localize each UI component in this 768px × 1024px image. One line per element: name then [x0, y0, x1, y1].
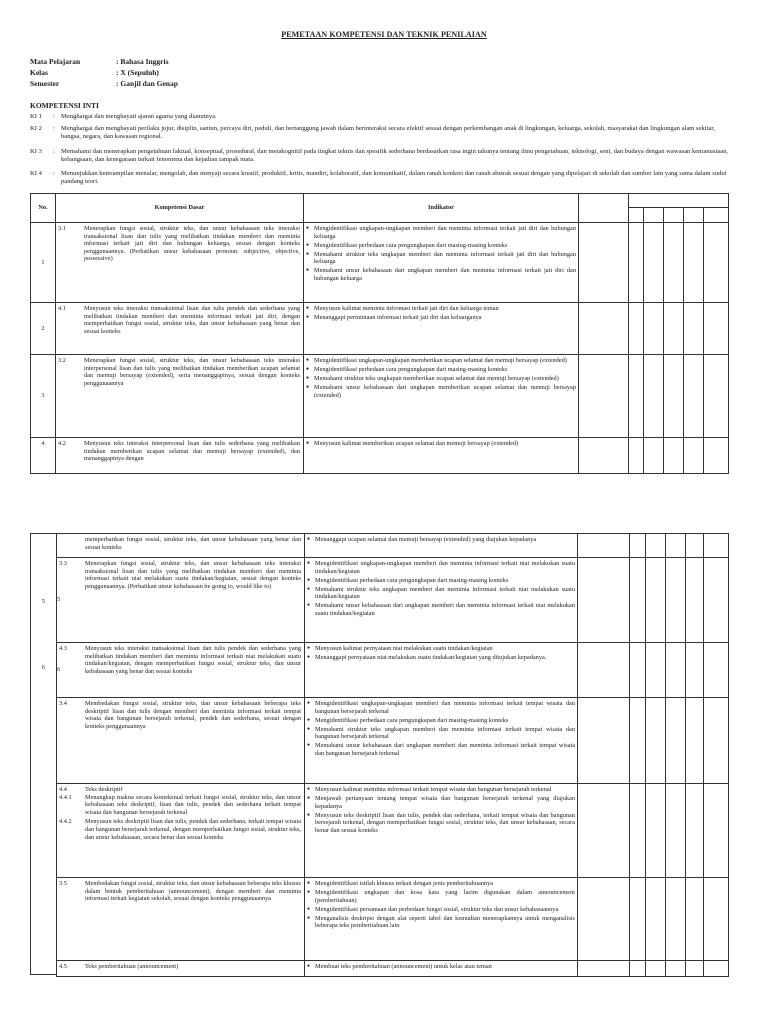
assessment-cell [646, 878, 666, 961]
assessment-cell [664, 223, 684, 303]
assessment-cell [704, 643, 729, 698]
header-perf [644, 208, 664, 223]
ki-4: KI 4 : Menunjukkan keterampilan menalar, mengolah, dan menyaji secara kreatif, produktif, kritis, mandiri, kolaboratif, dan komunikatif, dalam ranah konkret dan ranah abstrak sesuai dengan yang dipelajari di sekolah dan sumber lain yang sama dalam sudut pandang teori. [30, 170, 730, 190]
indicator-item: ● Mengidentifikasi ungkapan-ungkapan memberi dan meminta informasi terkait tempat wisata dan bangunan bersejarah terkenal [315, 700, 575, 715]
indicator-item: ● Memahami unsur kebahasaan dari ungkapan memberikan ucapan selamat dan memuji bersayap (extended) [314, 384, 576, 399]
assessment-cell [684, 303, 704, 355]
kriteria-cell [578, 698, 630, 784]
ki-text: Menunjukkan keterampilan menalar, mengolah, dan menyaji secara kreatif, produktif, kritis, mandiri, kolaboratif, dan komunikatif, dalam ranah konkret dan ranah abstrak sesuai dengan yang dipelajari di sekolah dan sumber lain yang sama dalam sudut pandang teori. [61, 170, 727, 186]
kd-cell [57, 534, 305, 558]
indicator-item: ● Menganalisis deskripsi dengan alat seperti tabel dan kemudian menerapkannya untuk menganalisis beberapa teks pemberitahuan lain [315, 915, 575, 930]
meta-value: : Bahasa Inggris [116, 57, 169, 66]
indicator-item: ● Memahami unsur kebahasaan dari ungkapan memberi dan meminta informasi terkait jati diri dan hubungan keluarga [314, 267, 576, 282]
indicator-cell [305, 643, 578, 698]
table-row [31, 223, 729, 303]
assessment-cell [684, 438, 704, 474]
kd-text: memperhatikan fungsi sosial, struktur teks, dan unsur kebahasaan yang benar dan sesuai konteks [85, 536, 301, 551]
indicator-item: ● Mengidentifikasi persamaan dan perbedaan fungsi sosial, struktur teks dan unsur kebahasaannya [315, 906, 575, 914]
row-number: 2 [31, 303, 56, 355]
kd-text: Menyusun teks interaksi transaksional lisan dan tulis pendek dan sederhana yang melibatkan tindakan memberi dan meminta informasi terkait jati diri, dengan memperhatikan fungsi sosial, struktur teks, dan unsur kebahasaan yang benar dan sesuai konteks [84, 305, 300, 335]
assessment-cell [666, 558, 686, 643]
table-row [31, 303, 729, 355]
assessment-cell [704, 223, 729, 303]
assessment-cell [644, 355, 664, 438]
kd-text: Menyusun teks interaksi transaksional lisan dan tulis pendek dan sederhana yang melibatkan tindakan memberi dan meminta informasi terkait niat melakukan suatu tindakan/kegiatan, dengan memperhatikan fungsi sosial, struktur teks, dan unsur kebahasaan yang benar dan sesuai konteks [85, 645, 301, 675]
kd-number: 3.1 [58, 225, 66, 232]
assessment-cell [630, 698, 646, 784]
ki-code: KI 1 [30, 113, 42, 120]
kd-text: Menangkap makna secara kontekstual terkait fungsi sosial, struktur teks, dan unsur kebahasaan teks deskriptif, lisan dan tulis, pendek dan sederhana terkait tempat wisata dan bangunan bersejarah terkenal [85, 793, 301, 816]
ki-code: KI 4 [30, 170, 42, 177]
header-port [704, 208, 729, 223]
assessment-cell [704, 534, 729, 558]
kd-text: Menerapkan fungsi sosial, struktur teks, dan unsur kebahasaan teks interaksi transaksional lisan dan tulis yang melibatkan tindakan memberi dan meminta informasi terkait niat melakukan suatu tindakan/kegiatan, sesuai dengan konteks penggunaannya. (Perhatikan unsur kebahasaan be going to, would like to) [85, 560, 301, 590]
indicator-item: ● Membuat teks pemberitahuan (announcement) untuk kelas atau teman [315, 963, 575, 971]
assessment-cell [630, 784, 646, 878]
ki-text: Menghargai dan menghayati ajaran agama yang dianutnya. [61, 113, 217, 120]
kd-text: Menerapkan fungsi sosial, struktur teks, dan unsur kebahasaan teks interaksi transaksional lisan dan tulis yang melibatkan tindakan memberi dan meminta informasi terkait jati diri dan hubungan keluarga, sesuai dengan konteks penggunaannya. (Perhatikan unsur kebahasaan pronoun: subjective, objective, possessive) [84, 225, 300, 263]
assessment-cell [684, 355, 704, 438]
kriteria-cell [579, 355, 629, 438]
assessment-cell [664, 355, 684, 438]
row-number: 1 [31, 223, 56, 303]
indicator-item: ● Mengidentifikasi ungkapan dan kosa kata yang lazim digunakan dalam announcement (pemberitahuan) [315, 889, 575, 904]
assessment-cell [686, 698, 704, 784]
assessment-cell [644, 223, 664, 303]
row-number: 6 [41, 664, 46, 671]
header-teknik [629, 194, 729, 208]
table-row [31, 355, 729, 438]
indicator-item: ● Menyusun teks deskriptif lisan dan tulis, pendek dan sederhana, terkait tempat wisata dan bangunan bersejarah terkenal, dengan memperhatikan fungsi sosial, struktur teks, dan unsur kebahasaan, secara benar dan sesuai konteks [315, 812, 575, 835]
assessment-cell [646, 643, 666, 698]
kd-text: Menerapkan fungsi sosial, struktur teks, dan unsur kebahasaan teks interaksi interpersonal lisan dan tulis yang melibatkan tindakan memberikan ucapan selamat dan memuji bersayap (extended), serta menanggapinya, sesuai dengan konteks penggunaannya [84, 357, 300, 387]
kd-cell [57, 558, 305, 643]
indicator-item: ● Menanggapi ucapan selamat dan memuji bersayap (extended) yang diajukan kepadanya [315, 536, 575, 544]
number-column-page-2 [30, 533, 56, 975]
indicator-item: ● Menanggapi pernyataan niat melakukan suatu tindakan/kegiatan yang ditujukan kepadanya. [315, 654, 575, 662]
assessment-cell [704, 784, 729, 878]
assessment-cell [646, 534, 666, 558]
indicator-item: ● Menjawab pertanyaan tentang tempat wisata dan bangunan bersejarah terkenal yang diajukan kepadanya [315, 795, 575, 810]
header-tes [629, 208, 644, 223]
assessment-cell [704, 438, 729, 474]
kriteria-cell [579, 438, 629, 474]
indicator-cell [305, 698, 578, 784]
assessment-cell [666, 698, 686, 784]
assessment-cell [686, 643, 704, 698]
kriteria-cell [578, 643, 630, 698]
kriteria-cell [579, 223, 629, 303]
kriteria-cell [578, 558, 630, 643]
kd-text: Menyusun teks interaksi interpersonal lisan dan tulis sederhana yang melibatkan tindakan memberikan ucapan selamat dan memuji bersayap (extended), dan menanggapinya dengan [84, 440, 300, 463]
kd-cell [57, 698, 305, 784]
assessment-cell [630, 558, 646, 643]
indicator-item: ● Mengidentifikasi istilah khusus terkait dengan jenis pemberitahuannya [315, 880, 575, 888]
indicator-cell [305, 534, 578, 558]
meta-label: Semester [30, 79, 60, 88]
kd-cell [56, 438, 304, 474]
indicator-cell [305, 558, 578, 643]
ki-2: KI 2 : Menghargai dan menghayati perilaku jujur, disiplin, santun, percaya diri, peduli, dan bertanggung jawab dalam berinteraksi secara efektif sesuai dengan perkembangan anak di lingkungan, keluarga, sekolah, masyarakat dan lingkungan alam sekitar, bangsa, negara, dan kawasan regional. [30, 125, 730, 145]
indicator-item: ● Mengidentifikasi perbedaan cara pengungkapan dari masing-masing konteks [315, 577, 575, 585]
table-row [57, 784, 729, 878]
kd-number: 4.1 [58, 305, 66, 312]
assessment-cell [686, 878, 704, 961]
assessment-cell [646, 961, 666, 977]
assessment-cell [629, 303, 644, 355]
indicator-item: ● Memahami struktur teks ungkapan memberi dan meminta informasi terkait jati diri dan hubungan keluarga [314, 251, 576, 266]
kd-cell [57, 961, 305, 977]
assessment-cell [684, 223, 704, 303]
assessment-cell [686, 784, 704, 878]
kd-number: 4.4.1 [59, 793, 72, 801]
assessment-cell [704, 961, 729, 977]
ki-text: Memahami dan menerapkan pengetahuan faktual, konseptual, prosedural, dan metakognitif pada tingkat teknis dan spesifik sederhana berdasarkan rasa ingin tahunya tentang ilmu pengetahuan, teknologi, seni, dan budaya dengan wawasan kemanusiaan, kebangsaan, dan kenegaraan terkait fenomena dan kejadian tampak mata. [61, 148, 729, 164]
indicator-item: ● Memahami struktur teks ungkapan memberi dan meminta informasi terkait tempat wisata dan bangunan bersejarah terkenal [315, 726, 575, 741]
page-title: PEMETAAN KOMPETENSI DAN TEKNIK PENILAIAN [281, 30, 487, 39]
kd-number: 4.4 [59, 786, 67, 793]
assessment-cell [646, 698, 666, 784]
assessment-cell [664, 303, 684, 355]
kd-number: 4.5 [59, 963, 67, 970]
table-row [57, 698, 729, 784]
indicator-cell [304, 438, 579, 474]
kd-number: 3.4 [59, 700, 67, 707]
kd-number: 3.5 [59, 880, 67, 887]
assessment-cell [704, 303, 729, 355]
assessment-cell [666, 534, 686, 558]
meta-semester [30, 79, 178, 88]
indicator-cell [304, 355, 579, 438]
header-kriteria [579, 194, 629, 223]
indicator-item: ● Mengidentifikasi ungkapan-ungkapan memberi dan meminta informasi terkait jati diri dan hubungan keluarga [314, 225, 576, 240]
row-number: 5 [41, 598, 46, 605]
competency-table-page-2 [56, 533, 729, 977]
kd-cell [56, 355, 304, 438]
header-proy [684, 208, 704, 223]
indicator-cell [305, 961, 578, 977]
assessment-cell [630, 961, 646, 977]
kriteria-cell [578, 784, 630, 878]
assessment-cell [686, 534, 704, 558]
indicator-item: ● Menyusun kalimat memberikan ucapan selamat dan memuji bersayap (extended) [314, 440, 576, 448]
indicator-item: ● Mengidentifikasi ungkapan-ungkapan memberikan ucapan selamat dan memuji bersayap (extended) [314, 357, 576, 365]
indicator-item: ● Mengidentifikasi perbedaan cara pengungkapan dari masing-masing konteks [314, 366, 576, 374]
table-row: 6 4.3 Menyusun teks interaksi transaksional lisan dan tulis pendek dan sederhana yang melibatkan tindakan memberi dan meminta informasi terkait niat melakukan suatu tindakan/kegiatan, dengan memperhatikan fungsi sosial, struktur teks, dan unsur kebahasaan yang benar dan sesuai konteks ● Menyusun kalimat pernyataan niat melakukan suatu tindakan/kegiatan ● Menanggapi pernyataan niat melakukan suatu tindakan/kegiatan yang ditujukan kepadanya. [57, 643, 729, 698]
indicator-cell [304, 303, 579, 355]
assessment-cell [704, 355, 729, 438]
kd-text: Membedakan fungsi sosial, struktur teks, dan unsur kebahasaan beberapa teks deskriptif lisan dan tulis dengan memberi dan meminta informasi terkait tempat wisata dan bangunan bersejarah terkenal, pendek dan sederhana, sesuai dengan konteks penggunaannya [85, 700, 301, 730]
meta-subject [30, 57, 169, 66]
header-kd: Kompetensi Dasar [56, 194, 304, 223]
kriteria-cell [578, 961, 630, 977]
indicator-cell [304, 223, 579, 303]
table-row [57, 961, 729, 977]
meta-label: Mata Pelajaran [30, 57, 81, 66]
table-row: 5 3.3 Menerapkan fungsi sosial, struktur teks, dan unsur kebahasaan teks interaksi transaksional lisan dan tulis yang melibatkan tindakan memberi dan meminta informasi terkait niat melakukan suatu tindakan/kegiatan, sesuai dengan konteks penggunaannya. (Perhatikan unsur kebahasaan be going to, would like to) ● Mengidentifikasi ungkapan-ungkapan memberi dan meminta informasi terkait niat melakukan suatu tindakan/kegiatan ● Mengidentifikasi perbedaan cara pengungkapan dari masing-masing konteks ● Memahami struktur teks ungkapan memberi dan meminta informasi terkait niat melakukan suatu tindakan/kegiatan ● Memahami unsur kebahasaan dari ungkapan memberi dan meminta informasi terkait niat melakukan suatu tindakan/kegiatan [57, 558, 729, 643]
assessment-cell [630, 878, 646, 961]
competency-table-page-1 [30, 193, 729, 474]
meta-label: Kelas [30, 68, 48, 77]
ki-code: KI 2 [30, 125, 42, 132]
ki-1: KI 1 : Menghargai dan menghayati ajaran agama yang dianutnya. [30, 113, 730, 123]
ki-3: KI 3 : Memahami dan menerapkan pengetahuan faktual, konseptual, prosedural, dan metakognitif pada tingkat teknis dan spesifik sederhana berdasarkan rasa ingin tahunya tentang ilmu pengetahuan, teknologi, seni, dan budaya dengan wawasan kemanusiaan, kebangsaan, dan kenegaraan terkait fenomena dan kejadian tampak mata. [30, 148, 729, 164]
assessment-cell [629, 223, 644, 303]
meta-value: : Ganjil dan Genap [116, 79, 178, 88]
kd-cell [56, 223, 304, 303]
indicator-item: ● Memahami struktur teks ungkapan memberi dan meminta informasi terkait niat melakukan suatu tindakan/kegiatan [315, 586, 575, 601]
kd-number: 4.3 [59, 645, 67, 652]
indicator-item: ● Mengidentifikasi perbedaan cara pengungkapan dari masing-masing konteks [315, 717, 575, 725]
row-number: 4 [31, 438, 56, 474]
meta-value: : X (Sepuluh) [116, 68, 159, 77]
assessment-cell [666, 643, 686, 698]
assessment-cell [630, 643, 646, 698]
assessment-cell [686, 961, 704, 977]
kriteria-cell [578, 534, 630, 558]
ki-heading: KOMPETENSI INTI [30, 101, 99, 110]
indicator-item: ● Menyusun kalimat meminta informasi terkait tempat wisata dan bangunan bersejarah terkenal [315, 786, 575, 794]
indicator-item: ● Memahami struktur teks ungkapan memberikan ucapan selamat dan memuji bersayap (extended) [314, 375, 576, 383]
kd-text: Teks pemberitahuan (announcement) [85, 963, 179, 970]
assessment-cell [629, 438, 644, 474]
meta-class [30, 68, 159, 77]
table-row [57, 878, 729, 961]
header-prod [664, 208, 684, 223]
assessment-cell [629, 355, 644, 438]
kriteria-cell [578, 878, 630, 961]
assessment-cell [686, 558, 704, 643]
indicator-item: ● Menanggapi permintaan informasi terkait jati diri dan keluarganya [314, 314, 576, 322]
assessment-cell [646, 558, 666, 643]
assessment-cell [704, 878, 729, 961]
kd-number: 3.3 [59, 560, 67, 567]
table-row [57, 534, 729, 558]
indicator-item: ● Memahami unsur kebahasaan dari ungkapan memberi dan meminta informasi terkait niat melakukan suatu tindakan/kegiatan [315, 602, 575, 617]
kd-cell [57, 643, 305, 698]
indicator-cell [305, 878, 578, 961]
ki-text: Menghargai dan menghayati perilaku jujur, disiplin, santun, percaya diri, peduli, dan bertanggung jawab dalam berinteraksi secara efektif sesuai dengan perkembangan anak di lingkungan, keluarga, sekolah, masyarakat dan lingkungan alam sekitar, bangsa, negara, dan kawasan regional. [61, 125, 715, 141]
kd-text: Membedakan fungsi sosial, struktur teks, dan unsur kebahasaan beberapa teks khusus dalam bentuk pemberitahuan (announcement), dengan memberi dan meminta informasi terkait kegiatan sekolah, sesuai dengan konteks penggunaannya [85, 880, 301, 903]
assessment-cell [666, 878, 686, 961]
table-row [31, 438, 729, 474]
assessment-cell [664, 438, 684, 474]
assessment-cell [646, 784, 666, 878]
kd-number: 3.2 [58, 357, 66, 364]
assessment-cell [644, 438, 664, 474]
assessment-cell [704, 698, 729, 784]
indicator-item: ● Memahami unsur kebahasaan dari ungkapan memberi dan meminta informasi terkait tempat wisata dan bangunan bersejarah terkenal [315, 742, 575, 757]
kd-number: 4.4.2 [59, 818, 72, 826]
kd-text: Menyusun teks deskriptif lisan dan tulis, pendek dan sederhana, terkait tempat wisata dan bangunan bersejarah terkenal, dengan memperhatikan fungsi sosial, struktur teks, dan unsur kebahasaan, secara benar dan sesuai konteks [85, 818, 301, 841]
header-indikator: Indikator [304, 194, 579, 223]
row-number: 3 [31, 355, 56, 438]
indicator-cell [305, 784, 578, 878]
assessment-cell [644, 303, 664, 355]
kriteria-cell [579, 303, 629, 355]
header-no: No. [31, 194, 56, 223]
kd-text: Teks deskriptif [85, 786, 123, 793]
ki-code: KI 3 [30, 148, 42, 155]
kd-cell [57, 784, 305, 878]
indicator-item: ● Menyusun kalimat meminta infromasi terkait jati diri dan keluarga teman [314, 305, 576, 313]
assessment-cell [704, 558, 729, 643]
indicator-item: ● Mengidentifikasi perbedaan cara pengungkapan dari masing-masing konteks [314, 242, 576, 250]
indicator-item: ● Mengidentifikasi ungkapan-ungkapan memberi dan meminta informasi terkait niat melakukan suatu tindakan/kegiatan [315, 560, 575, 575]
kd-cell [56, 303, 304, 355]
assessment-cell [630, 534, 646, 558]
kd-cell [57, 878, 305, 961]
assessment-cell [666, 961, 686, 977]
kd-number: 4.2 [58, 440, 66, 447]
indicator-item: ● Menyusun kalimat pernyataan niat melakukan suatu tindakan/kegiatan [315, 645, 575, 653]
assessment-cell [666, 784, 686, 878]
